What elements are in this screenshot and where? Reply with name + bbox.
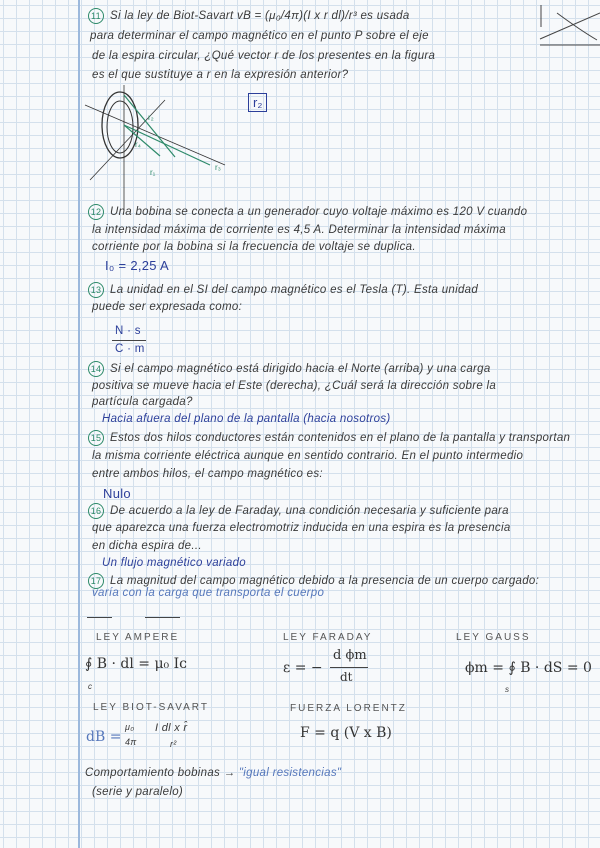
- faraday-lhs: ε = −: [283, 660, 323, 676]
- q12-number: 12: [88, 204, 104, 220]
- q12-line-1: 12 Una bobina se conecta a un generador cuyo voltaje máximo es 120 V cuando: [88, 204, 527, 220]
- faraday-bar: [330, 667, 368, 668]
- q14-answer: Hacia afuera del plano de la pantalla (hacia nosotros): [102, 413, 391, 425]
- q16-line-1: 16 De acuerdo a la ley de Faraday, una condición necesaria y suficiente para: [88, 503, 509, 519]
- label-r1: r₁: [150, 168, 156, 177]
- label-r3: r₃: [215, 163, 221, 172]
- q13-answer-num: N · s: [115, 325, 141, 337]
- biot-const-num: μ₀: [125, 722, 135, 732]
- q15-line-2: la misma corriente eléctrica aunque en sentido contrario. En el punto intermedio: [92, 450, 524, 462]
- separator-1: [87, 617, 112, 618]
- faraday-title: LEY FARADAY: [283, 632, 373, 643]
- q11-number: 11: [88, 8, 104, 24]
- q13-line-1: 13 La unidad en el SI del campo magnético es el Tesla (T). Esta unidad: [88, 282, 478, 298]
- q12-line-2: la intensidad máxima de corriente es 4,5 A. Determinar la intensidad máxima: [92, 224, 506, 236]
- biot-num: I dl x r̂: [155, 722, 188, 734]
- q11-answer: r₂: [248, 93, 267, 112]
- q14-line-2: positiva se mueve hacia el Este (derecha), ¿Cuál será la dirección sobre la: [92, 380, 497, 392]
- q12-line-3: corriente por la bobina si la frecuencia de voltaje se duplica.: [92, 241, 416, 253]
- fraction-bar: [112, 340, 146, 341]
- q11-line-4: es el que sustituye a r en la expresión anterior?: [92, 69, 349, 81]
- q13-number: 13: [88, 282, 104, 298]
- lorentz-formula: F = q (V x B): [300, 725, 392, 741]
- q11-line-1: 11 Si la ley de Biot-Savart vB = (μ₀/4π)(I x r dl)/r³ es usada: [88, 8, 410, 24]
- label-r2: r₂: [148, 113, 154, 122]
- gauss-title: LEY GAUSS: [456, 632, 531, 643]
- q16-answer: Un flujo magnético variado: [102, 557, 246, 569]
- q13-answer-den: C · m: [115, 343, 145, 355]
- q13-line-2: puede ser expresada como:: [92, 301, 243, 313]
- ampere-sub: c: [88, 682, 93, 691]
- q16-number: 16: [88, 503, 104, 519]
- q15-line-3: entre ambos hilos, el campo magnético es:: [92, 468, 323, 480]
- q12-answer: I₀ = 2,25 A: [105, 258, 169, 273]
- q11-line-3: de la espira circular, ¿Qué vector r de los presentes en la figura: [92, 50, 436, 62]
- biot-title: LEY BIOT-SAVART: [93, 702, 209, 713]
- q15-answer: Nulo: [103, 486, 131, 501]
- q17-answer: varía con la carga que transporta el cuerpo: [92, 587, 325, 599]
- q17-number: 17: [88, 573, 104, 589]
- gauss-sub: s: [505, 685, 510, 694]
- loop-diagram: [80, 85, 230, 215]
- label-r4: r₄: [135, 140, 141, 149]
- biot-lhs: dB =: [86, 729, 122, 745]
- lorentz-title: FUERZA LORENTZ: [290, 703, 407, 714]
- note-series-parallel: (serie y paralelo): [92, 786, 184, 798]
- q14-number: 14: [88, 361, 104, 377]
- q14-line-3: partícula cargada?: [92, 396, 193, 408]
- biot-const-den: 4π: [125, 737, 137, 747]
- ampere-formula: ∮ B · dl = μ₀ Iᴄ: [85, 656, 187, 672]
- q17-line-1: 17 La magnitud del campo magnético debido a la presencia de un cuerpo cargado:: [88, 573, 539, 589]
- ampere-title: LEY AMPERE: [96, 632, 180, 643]
- faraday-den: dt: [340, 670, 353, 684]
- q16-line-3: en dicha espira de...: [92, 540, 202, 552]
- q15-line-1: 15 Estos dos hilos conductores están contenidos en el plano de la pantalla y transportan: [88, 430, 570, 446]
- q15-number: 15: [88, 430, 104, 446]
- faraday-num: d ϕm: [333, 648, 367, 663]
- biot-den: r²: [170, 739, 177, 749]
- q11-line-2: para determinar el campo magnético en el punto P sobre el eje: [90, 30, 429, 42]
- separator-2: [145, 617, 180, 618]
- gauss-formula: ϕm = ∮ B · dS = 0: [465, 660, 592, 676]
- corner-sketch: [535, 5, 600, 50]
- q16-line-2: que aparezca una fuerza electromotriz inducida en una espira es la presencia: [92, 522, 511, 534]
- note-behavior: Comportamiento bobinas → "igual resistencias": [85, 767, 342, 779]
- q14-line-1: 14 Si el campo magnético está dirigido hacia el Norte (arriba) y una carga: [88, 361, 491, 377]
